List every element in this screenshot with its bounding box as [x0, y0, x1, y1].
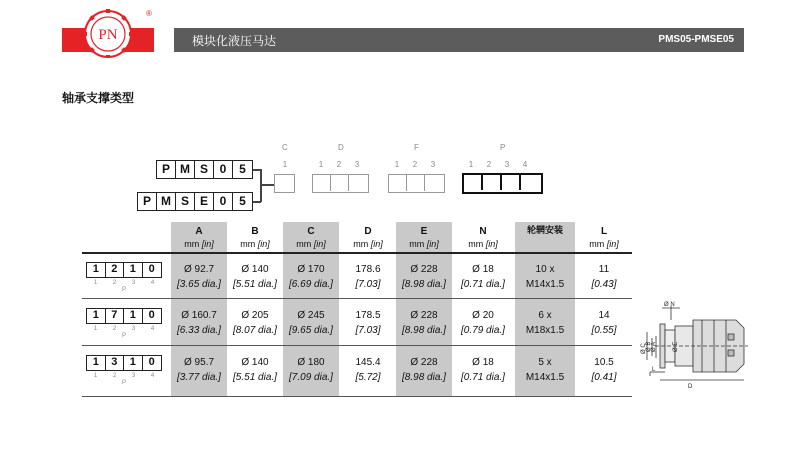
- cell-l: 10.5 [0.41]: [591, 357, 617, 383]
- connector-line: [260, 184, 274, 186]
- table-rule: [82, 396, 632, 397]
- col-header-n: N mm [in]: [468, 226, 498, 249]
- group-digits-c: 1: [282, 160, 288, 169]
- cell-rim-mount: 10 x M14x1.5: [525, 264, 565, 290]
- model-code-pmse05: P M S E 0 5: [137, 192, 253, 211]
- group-digits-p: 1 2 3 4: [468, 160, 528, 169]
- cell-a: Ø 95.7 [3.77 dia.]: [177, 357, 221, 383]
- row-code: 1 2 1 0 1 2 3 4 P: [86, 262, 162, 293]
- page-title: 模块化液压马达: [192, 34, 277, 48]
- label-n: Ø N: [664, 302, 675, 308]
- label-c: Ø C: [641, 343, 647, 354]
- header-bar: [174, 28, 744, 52]
- slot-group-p: [462, 173, 543, 194]
- cell-b: Ø 140 [5.51 dia.]: [233, 264, 277, 290]
- group-letter-d: D: [338, 143, 344, 152]
- col-header-rim-mount: 轮辋安装: [526, 226, 563, 236]
- col-header-l: L mm [in]: [589, 226, 619, 249]
- cell-n: Ø 18 [0.71 dia.]: [461, 264, 505, 290]
- row-code: 1 7 1 0 1 2 3 4 P: [86, 308, 162, 339]
- col-header-e: E mm [in]: [409, 226, 439, 249]
- label-b: Ø B: [646, 341, 652, 352]
- product-code: PMS05-PMSE05: [658, 34, 734, 45]
- cell-e: Ø 228 [8.98 dia.]: [402, 357, 446, 383]
- label-a: Ø A: [651, 341, 657, 352]
- slot-group-c: [274, 174, 295, 193]
- table-rule: [82, 345, 632, 346]
- table-rule: [82, 252, 632, 254]
- cell-b: Ø 205 [8.07 dia.]: [233, 310, 277, 336]
- col-header-d: D mm [in]: [353, 226, 383, 249]
- cell-c: Ø 245 [9.65 dia.]: [289, 310, 333, 336]
- slot-group-f: [388, 174, 445, 193]
- cell-n: Ø 20 [0.79 dia.]: [461, 310, 505, 336]
- logo-text: PN: [98, 27, 118, 43]
- col-header-a: A mm [in]: [184, 226, 214, 249]
- pn-logo: [62, 8, 154, 58]
- row-code: 1 3 1 0 1 2 3 4 P: [86, 355, 162, 386]
- cell-rim-mount: 6 x M18x1.5: [525, 310, 565, 336]
- group-digits-f: 1 2 3: [394, 160, 436, 169]
- cell-rim-mount: 5 x M14x1.5: [525, 357, 565, 383]
- cell-c: Ø 170 [6.69 dia.]: [289, 264, 333, 290]
- group-digits-d: 1 2 3: [318, 160, 360, 169]
- col-header-c: C mm [in]: [296, 226, 326, 249]
- model-code-pms05: P M S 0 5: [156, 160, 253, 179]
- cell-d: 145.4 [5.72]: [355, 357, 381, 383]
- cell-b: Ø 140 [5.51 dia.]: [233, 357, 277, 383]
- label-d: D: [688, 384, 693, 390]
- slot-group-d: [312, 174, 369, 193]
- cell-a: Ø 92.7 [3.65 dia.]: [177, 264, 221, 290]
- cell-a: Ø 160.7 [6.33 dia.]: [177, 310, 221, 336]
- cell-e: Ø 228 [8.98 dia.]: [402, 264, 446, 290]
- group-letter-f: F: [414, 143, 419, 152]
- table-rule: [82, 298, 632, 299]
- label-l: L: [652, 367, 656, 373]
- cell-l: 14 [0.55]: [591, 310, 617, 336]
- cell-n: Ø 18 [0.71 dia.]: [461, 357, 505, 383]
- cell-e: Ø 228 [8.98 dia.]: [402, 310, 446, 336]
- cell-d: 178.6 [7.03]: [355, 264, 381, 290]
- motor-dimension-drawing: [640, 300, 752, 392]
- cell-c: Ø 180 [7.09 dia.]: [289, 357, 333, 383]
- group-letter-c: C: [282, 143, 288, 152]
- cell-d: 178.5 [7.03]: [355, 310, 381, 336]
- connector-line: [260, 169, 262, 202]
- section-title: 轴承支撑类型: [62, 91, 135, 105]
- col-header-b: B mm [in]: [240, 226, 270, 249]
- group-letter-p: P: [500, 143, 506, 152]
- registered-mark: ®: [146, 9, 152, 18]
- cell-l: 11 [0.43]: [591, 264, 617, 290]
- label-e: Ø E: [673, 341, 679, 352]
